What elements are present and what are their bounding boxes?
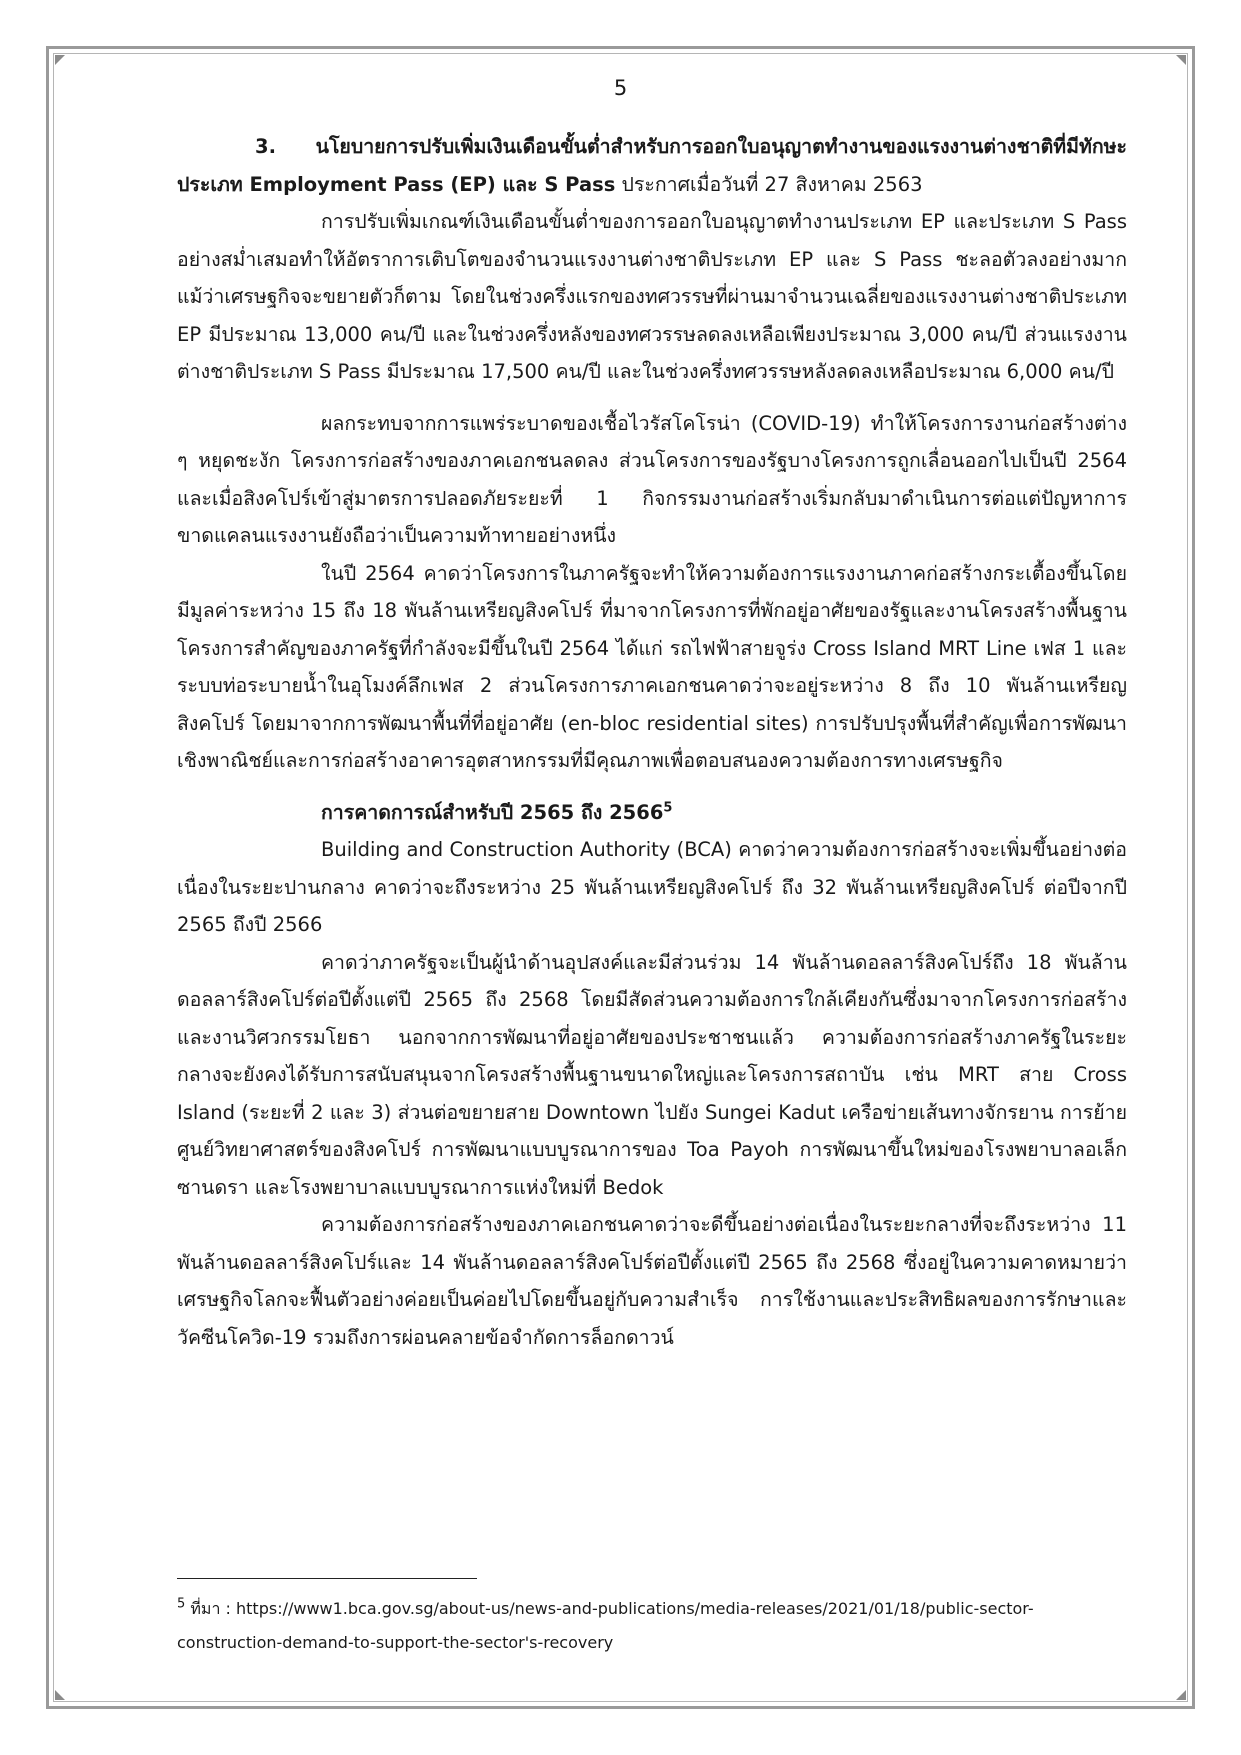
paragraph-salary-threshold: การปรับเพิ่มเกณฑ์เงินเดือนขั้นต่ำของการออกใบอนุญาตทำงานประเภท EP และประเภท S Pass อย่างสม่ำเสมอทำให้อัตราการเติบโตของจำนวนแรงงานต่างชาติประเภท EP และ S Pass ชะลอตัวลงอย่างมาก แม้ว่าเศรษฐกิจจะขยายตัวก็ตาม โดยในช่วงครึ่งแรกของทศวรรษที่ผ่านมาจำนวนเฉลี่ยของแรงงานต่างชาติประเภท EP มีประมาณ 13,000 คน/ปี และในช่วงครึ่งหลังของทศวรรษลดลงเหลือเพียงประมาณ 3,000 คน/ปี ส่วนแรงงานต่างชาติประเภท S Pass มีประมาณ 17,500 คน/ปี และในช่วงครึ่งทศวรรษหลังลดลงเหลือประมาณ 6,000 คน/ปี xyxy=(177,210,1127,383)
corner-ornament-bottom-right xyxy=(1176,1690,1186,1700)
page-number: 5 xyxy=(613,76,628,100)
footnote-label: ที่มา : xyxy=(185,1599,237,1618)
footnote xyxy=(177,1592,1127,1660)
paragraph-public-sector-demand: คาดว่าภาครัฐจะเป็นผู้นำด้านอุปสงค์และมีส่วนร่วม 14 พันล้านดอลลาร์สิงคโปร์ถึง 18 พันล้านดอลลาร์สิงคโปร์ต่อปีตั้งแต่ปี 2565 ถึง 2568 โดยมีสัดส่วนความต้องการใกล้เคียงกันซึ่งมาจากโครงการก่อสร้างและงานวิศวกรรมโยธา นอกจากการพัฒนาที่อยู่อาศัยของประชาชนแล้ว ความต้องการก่อสร้างภาครัฐในระยะกลางจะยังคงได้รับการสนับสนุนจากโครงสร้างพื้นฐานขนาดใหญ่และโครงการสถาบัน เช่น MRT สาย Cross Island (ระยะที่ 2 และ 3) ส่วนต่อขยายสาย Downtown ไปยัง Sungei Kadut เครือข่ายเส้นทางจักรยาน การย้ายศูนย์วิทยาศาสตร์ของสิงคโปร์ การพัฒนาแบบบูรณาการของ Toa Payoh การพัฒนาขึ้นใหม่ของโรงพยาบาลอเล็กซานดรา และโรงพยาบาลแบบบูรณาการแห่งใหม่ที่ Bedok xyxy=(177,950,1127,1199)
forecast-subheading xyxy=(177,794,1127,832)
paragraph-covid-impact: ผลกระทบจากการแพร่ระบาดของเชื้อไวรัสโคโรน่า (COVID-19) ทำให้โครงการงานก่อสร้างต่าง ๆ หยุดชะงัก โครงการก่อสร้างของภาคเอกชนลดลง ส่วนโครงการของรัฐบางโครงการถูกเลื่อนออกไปเป็นปี 2564 และเมื่อสิงคโปร์เข้าสู่มาตรการปลอดภัยระยะที่ 1 กิจกรรมงานก่อสร้างเริ่มกลับมาดำเนินการต่อแต่ปัญหาการขาดแคลนแรงงานยังถือว่าเป็นความท้าทายอย่างหนึ่ง xyxy=(177,411,1127,547)
footnote-source-url-continued[interactable]: construction-demand-to-support-the-sector's-recovery xyxy=(177,1633,614,1652)
footnote-number: 5 xyxy=(177,1596,186,1612)
section-heading xyxy=(177,128,1127,203)
document-body xyxy=(177,128,1127,1356)
footnote-source-url[interactable]: https://www1.bca.gov.sg/about-us/news-and-publications/media-releases/2021/01/18/public-sector- xyxy=(236,1599,1034,1618)
forecast-subheading-text: การคาดการณ์สำหรับปี 2565 ถึง 2566 xyxy=(321,800,664,824)
section-title: นโยบายการปรับเพิ่มเงินเดือนขั้นต่ำสำหรับการออกใบอนุญาตทำงานของแรงงานต่างชาติที่มีทักษะประเภท Employment Pass (EP) และ S Pass xyxy=(177,135,1127,196)
corner-ornament-top-right xyxy=(1176,55,1186,65)
footnote-line-1 xyxy=(177,1592,1127,1626)
section-number: 3. xyxy=(255,135,276,158)
paragraph-2564-outlook: ในปี 2564 คาดว่าโครงการในภาครัฐจะทำให้ความต้องการแรงงานภาคก่อสร้างกระเตื้องขึ้นโดยมีมูลค่าระหว่าง 15 ถึง 18 พันล้านเหรียญสิงคโปร์ ที่มาจากโครงการที่พักอยู่อาศัยของรัฐและงานโครงสร้างพื้นฐาน โครงการสำคัญของภาครัฐที่กำลังจะมีขึ้นในปี 2564 ได้แก่ รถไฟฟ้าสายจูร่ง Cross Island MRT Line เฟส 1 และระบบท่อระบายน้ำในอุโมงค์ลึกเฟส 2 ส่วนโครงการภาคเอกชนคาดว่าจะอยู่ระหว่าง 8 ถึง 10 พันล้านเหรียญสิงคโปร์ โดยมาจากการพัฒนาพื้นที่ที่อยู่อาศัย (en-bloc residential sites) การปรับปรุงพื้นที่สำคัญเพื่อการพัฒนาเชิงพาณิชย์และการก่อสร้างอาคารอุตสาหกรรมที่มีคุณภาพเพื่อตอบสนองความต้องการทางเศรษฐกิจ xyxy=(177,561,1127,772)
corner-ornament-bottom-left xyxy=(55,1690,65,1700)
paragraph-private-sector-demand: ความต้องการก่อสร้างของภาคเอกชนคาดว่าจะดีขึ้นอย่างต่อเนื่องในระยะกลางที่จะถึงระหว่าง 11 พันล้านดอลลาร์สิงคโปร์และ 14 พันล้านดอลลาร์สิงคโปร์ต่อปีตั้งแต่ปี 2565 ถึง 2568 ซึ่งอยู่ในความคาดหมายว่าเศรษฐกิจโลกจะฟื้นตัวอย่างค่อยเป็นค่อยไปโดยขึ้นอยู่กับความสำเร็จ การใช้งานและประสิทธิผลของการรักษาและวัคซีนโควิด-19 รวมถึงการผ่อนคลายข้อจำกัดการล็อกดาวน์ xyxy=(177,1213,1127,1349)
section-announcement-date: ประกาศเมื่อวันที่ 27 สิงหาคม 2563 xyxy=(615,172,923,196)
footnote-reference[interactable]: 5 xyxy=(663,800,673,815)
footnote-line-2 xyxy=(177,1626,1127,1660)
corner-ornament-top-left xyxy=(55,55,65,65)
paragraph-bca-forecast: Building and Construction Authority (BCA) คาดว่าความต้องการก่อสร้างจะเพิ่มขึ้นอย่างต่อเนื่องในระยะปานกลาง คาดว่าจะถึงระหว่าง 25 พันล้านเหรียญสิงคโปร์ ถึง 32 พันล้านเหรียญสิงคโปร์ ต่อปีจากปี 2565 ถึงปี 2566 xyxy=(177,838,1127,936)
footnote-separator xyxy=(177,1578,477,1579)
